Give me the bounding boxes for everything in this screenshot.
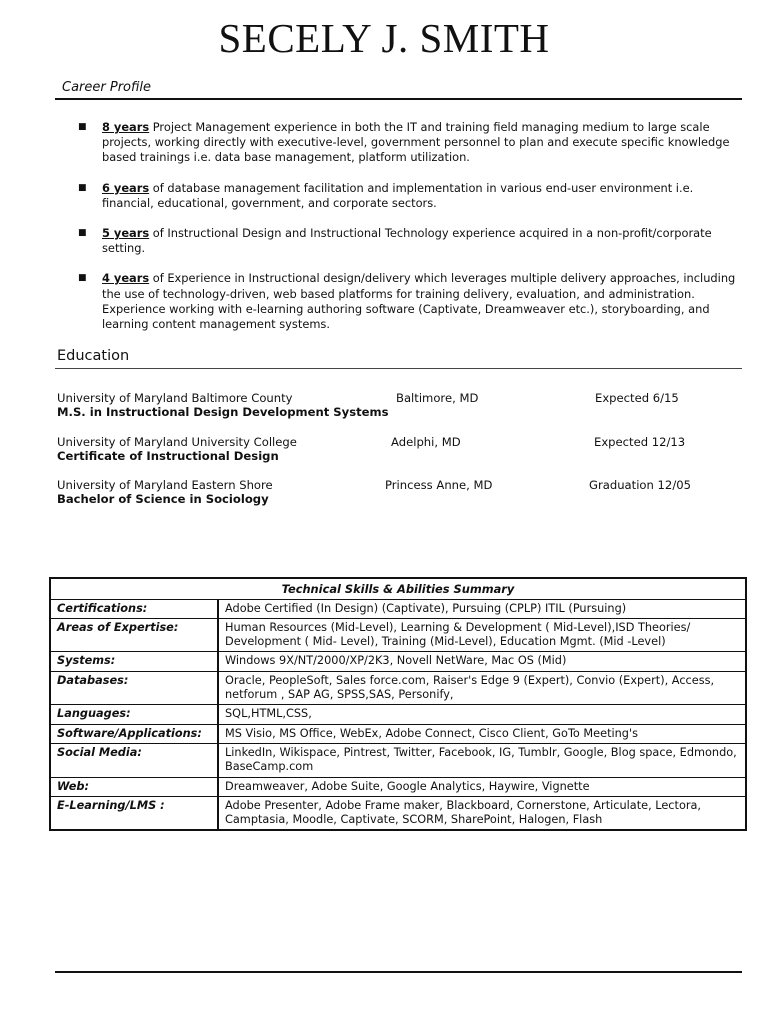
school-location: Baltimore, MD xyxy=(396,391,479,405)
list-item xyxy=(78,226,738,256)
skill-value: Adobe Certified (In Design) (Captivate), Pursuing (CPLP) ITIL (Pursuing) xyxy=(218,599,746,619)
skill-category: Web: xyxy=(50,777,218,797)
item-text: of Experience in Instructional design/delivery which leverages multiple delivery approaches, including the use of technology-driven, web based platforms for training delivery, evaluation, and administration. Experience working with e-learning authoring software (Captivate, Dreamweaver etc.), storyboarding, and learning content management systems. xyxy=(102,271,736,332)
section-divider xyxy=(55,98,742,100)
school-location: Princess Anne, MD xyxy=(385,478,493,492)
page-title: SECELY J. SMITH xyxy=(218,15,550,61)
skill-category: Social Media: xyxy=(50,744,218,777)
footer-divider xyxy=(55,971,742,973)
education-entry xyxy=(57,435,747,465)
education-heading: Education xyxy=(57,348,130,364)
school-date: Expected 6/15 xyxy=(595,391,679,405)
career-profile-heading: Career Profile xyxy=(62,80,152,95)
bullet-icon: ■ xyxy=(78,122,87,132)
skill-value: LinkedIn, Wikispace, Pintrest, Twitter, Facebook, IG, Tumblr, Google, Blog space, Edmondo, BaseCamp.com xyxy=(218,744,746,777)
table-row xyxy=(50,797,746,831)
list-item xyxy=(78,120,738,166)
skills-table xyxy=(49,577,747,831)
career-profile-list xyxy=(78,120,738,347)
item-text: of database management facilitation and implementation in various end-user environment i.e. financial, educational, government, and corporate sectors. xyxy=(102,180,694,210)
years-label: 8 years xyxy=(102,120,150,134)
table-row xyxy=(50,671,746,704)
degree-name: M.S. in Instructional Design Development Systems xyxy=(57,405,389,419)
section-divider xyxy=(55,368,742,369)
table-header-row xyxy=(50,578,746,599)
skill-value: Dreamweaver, Adobe Suite, Google Analytics, Haywire, Vignette xyxy=(218,777,746,797)
school-name: University of Maryland Baltimore County xyxy=(57,391,293,405)
school-date: Expected 12/13 xyxy=(594,435,686,449)
skill-value: Human Resources (Mid-Level), Learning & Development ( Mid-Level),ISD Theories/ Development ( Mid- Level), Training (Mid-Level), Education Mgmt. (Mid -Level) xyxy=(218,619,746,652)
bullet-icon: ■ xyxy=(78,228,87,239)
skill-category: Languages: xyxy=(50,705,218,725)
skill-value: SQL,HTML,CSS, xyxy=(218,705,746,725)
school-date: Graduation 12/05 xyxy=(589,478,691,492)
skill-category: Certifications: xyxy=(50,599,218,619)
bullet-icon: ■ xyxy=(78,273,87,284)
years-label: 5 years xyxy=(102,226,150,241)
education-entry xyxy=(57,478,747,508)
table-row xyxy=(50,724,746,744)
skill-value: Windows 9X/NT/2000/XP/2K3, Novell NetWare, Mac OS (Mid) xyxy=(218,652,746,672)
table-row xyxy=(50,744,746,777)
degree-name: Certificate of Instructional Design xyxy=(57,449,279,463)
table-row xyxy=(50,705,746,725)
skill-category: Databases: xyxy=(50,671,218,704)
skill-value: Oracle, PeopleSoft, Sales force.com, Raiser's Edge 9 (Expert), Convio (Expert), Access, netforum , SAP AG, SPSS,SAS, Personify, xyxy=(218,671,746,704)
school-name: University of Maryland Eastern Shore xyxy=(57,478,273,492)
table-row xyxy=(50,652,746,672)
years-label: 4 years xyxy=(102,271,150,286)
skill-value: Adobe Presenter, Adobe Frame maker, Blackboard, Cornerstone, Articulate, Lectora, Camptasia, Moodle, Captivate, SCORM, SharePoint, Halogen, Flash xyxy=(218,797,746,831)
skill-category: Areas of Expertise: xyxy=(50,619,218,652)
degree-name: Bachelor of Science in Sociology xyxy=(57,492,269,506)
table-row xyxy=(50,777,746,797)
skill-category: E-Learning/LMS : xyxy=(50,797,218,831)
item-text: of Instructional Design and Instructional Technology experience acquired in a non-profit/corporate setting. xyxy=(102,226,712,256)
table-row xyxy=(50,599,746,619)
skill-category: Systems: xyxy=(50,652,218,672)
list-item xyxy=(78,181,738,211)
table-row xyxy=(50,619,746,652)
item-text: Project Management experience in both the IT and training field managing medium to large scale projects, working directly with executive-level, government personnel to plan and execute specific knowledge based trainings i.e. data base management, platform utilization. xyxy=(102,120,730,165)
skills-table-title: Technical Skills & Abilities Summary xyxy=(50,578,746,599)
education-entry xyxy=(57,391,747,421)
years-label: 6 years xyxy=(102,180,150,195)
skill-category: Software/Applications: xyxy=(50,724,218,744)
list-item xyxy=(78,271,738,332)
bullet-icon: ■ xyxy=(78,182,87,193)
school-location: Adelphi, MD xyxy=(391,435,461,449)
skill-value: MS Visio, MS Office, WebEx, Adobe Connect, Cisco Client, GoTo Meeting's xyxy=(218,724,746,744)
school-name: University of Maryland University College xyxy=(57,435,297,449)
